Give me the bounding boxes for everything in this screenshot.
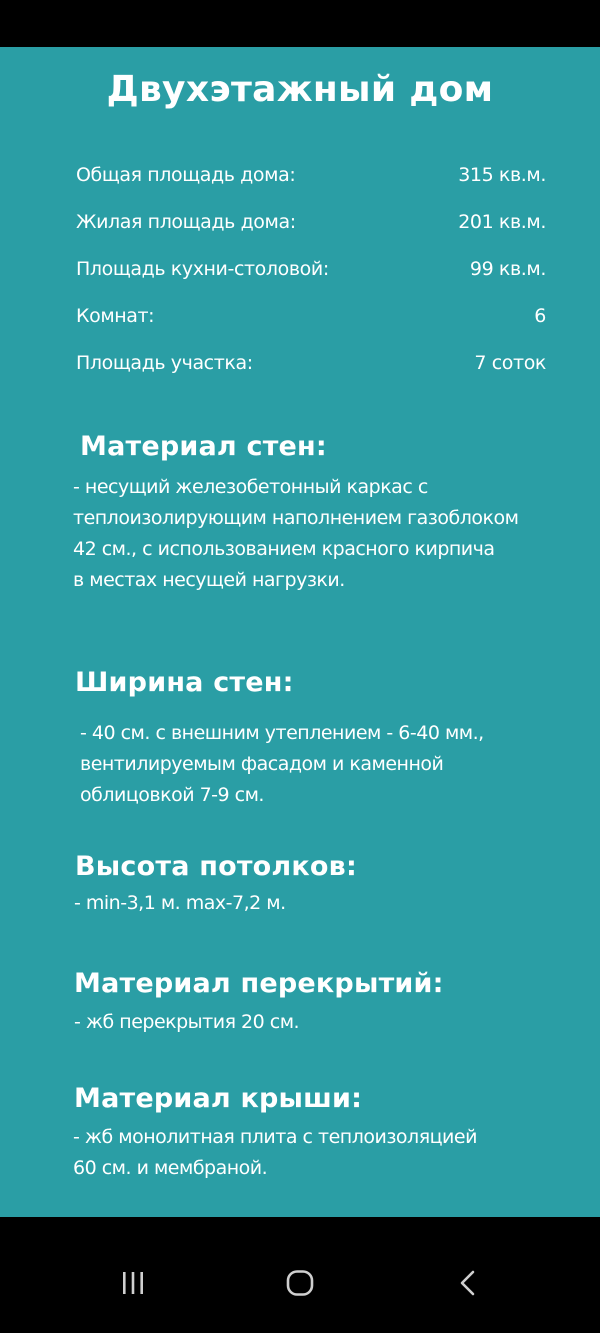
section-floor-material <box>0 967 600 1038</box>
stat-value: 99 кв.м. <box>469 258 546 280</box>
stat-label: Площадь кухни-столовой: <box>76 258 329 280</box>
stat-label: Площадь участка: <box>76 352 253 374</box>
stat-label: Жилая площадь дома: <box>76 211 296 233</box>
house-info-card <box>0 47 600 1217</box>
recents-button[interactable] <box>113 1263 153 1303</box>
navigation-bar <box>0 1217 600 1333</box>
stat-label: Комнат: <box>76 305 155 327</box>
section-text: - жб перекрытия 20 см. <box>74 1011 300 1033</box>
stat-row-total-area <box>76 152 546 199</box>
section-wall-material <box>0 430 600 596</box>
section-roof-material <box>0 1082 600 1184</box>
section-text: - несущий железобетонный каркас с теплоизолирующим наполнением газоблоком 42 см., с использованием красного кирпича в местах несущей нагрузки. <box>73 476 519 591</box>
page-title: Двухэтажный дом <box>106 69 494 110</box>
home-button[interactable] <box>280 1263 320 1303</box>
back-icon <box>448 1263 488 1303</box>
home-icon <box>280 1263 320 1303</box>
section-heading: Материал крыши: <box>74 1083 363 1114</box>
stat-value: 7 соток <box>474 352 546 374</box>
house-stats <box>76 152 546 387</box>
section-heading: Ширина стен: <box>75 667 294 698</box>
section-text: - min-3,1 м. max-7,2 м. <box>74 892 286 914</box>
stat-row-rooms <box>76 293 546 340</box>
status-bar <box>0 0 600 47</box>
section-text: - жб монолитная плита с теплоизоляцией 60 см. и мембраной. <box>73 1126 477 1179</box>
section-heading: Высота потолков: <box>75 851 357 882</box>
section-ceiling-height <box>0 850 600 919</box>
recents-icon <box>113 1263 153 1303</box>
section-wall-width <box>0 666 600 811</box>
stat-row-living-area <box>76 199 546 246</box>
section-heading: Материал стен: <box>80 431 327 462</box>
stat-label: Общая площадь дома: <box>76 164 296 186</box>
stat-row-kitchen-area <box>76 246 546 293</box>
stat-row-plot-area <box>76 340 546 387</box>
section-text: - 40 см. с внешним утеплением - 6-40 мм., вентилируемым фасадом и каменной облицовкой 7-9 см. <box>80 722 484 806</box>
section-heading: Материал перекрытий: <box>74 968 444 999</box>
stat-value: 6 <box>534 305 546 327</box>
back-button[interactable] <box>448 1263 488 1303</box>
stat-value: 201 кв.м. <box>458 211 546 233</box>
stat-value: 315 кв.м. <box>458 164 546 186</box>
